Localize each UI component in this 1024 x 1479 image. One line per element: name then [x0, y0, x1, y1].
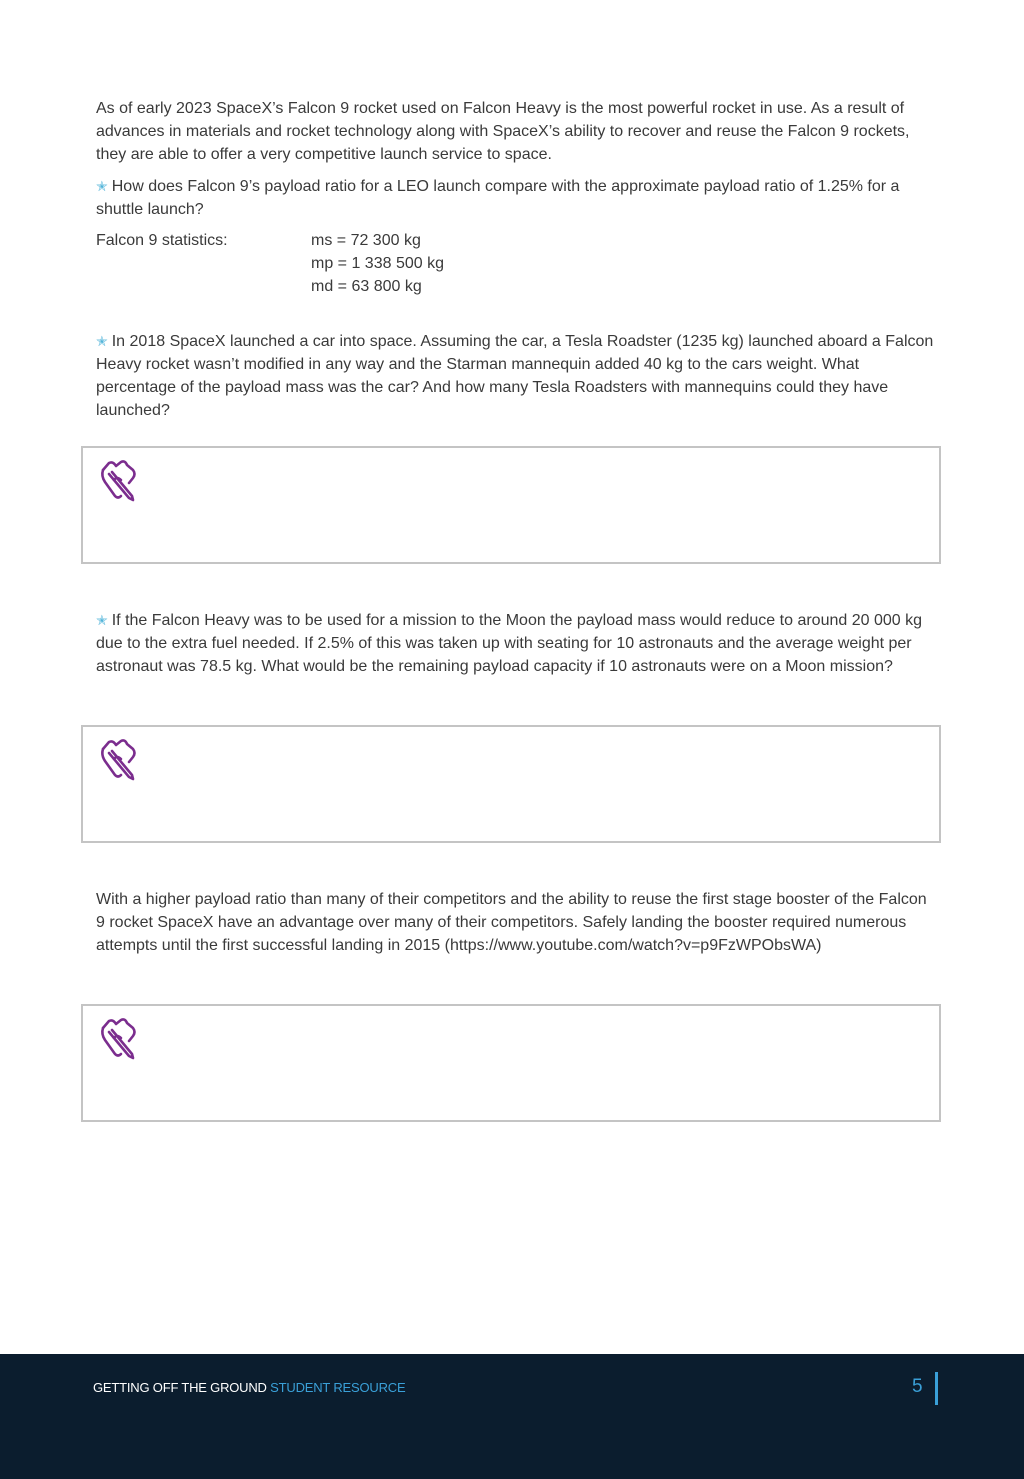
stat-ms: ms = 72 300 kg [311, 232, 421, 249]
answer-box-2[interactable] [81, 725, 941, 843]
footer-title [93, 1380, 405, 1395]
page-number-divider [935, 1372, 938, 1405]
stats-values [311, 229, 444, 298]
question-3-text: If the Falcon Heavy was to be used for a mission to the Moon the payload mass would reduce to around 20 000 kg due to the extra fuel needed. If 2.5% of this was taken up with seating for 10 astronauts and the average weight per astronaut was 78.5 kg. What would be the remaining payload capacity if 10 astronauts were on a Moon mission? [96, 612, 922, 675]
star-icon: ✭ [96, 178, 108, 194]
writing-hand-icon [99, 1014, 139, 1060]
star-icon: ✭ [96, 612, 108, 628]
stats-label: Falcon 9 statistics: [96, 232, 228, 249]
intro-paragraph: As of early 2023 SpaceX’s Falcon 9 rocket used on Falcon Heavy is the most powerful rocket in use. As a result of advances in materials and rocket technology along with SpaceX’s ability to recover and reuse the Falcon 9 rockets, they are able to offer a very competitive launch service to space. [96, 100, 910, 163]
page-footer [0, 1354, 1024, 1479]
answer-box-1[interactable] [81, 446, 941, 564]
footer-title-accent: STUDENT RESOURCE [270, 1380, 406, 1395]
question-1-text: How does Falcon 9’s payload ratio for a LEO launch compare with the approximate payload ratio of 1.25% for a shuttle launch? [96, 178, 900, 218]
closing-paragraph: With a higher payload ratio than many of their competitors and the ability to reuse the first stage booster of the Falcon 9 rocket SpaceX have an advantage over many of their competitors. Safely landing the booster required numerous attempts until the first successful landing in 2015 (https://www.youtube.com/watch?v=p9FzWPObsWA) [96, 891, 927, 954]
star-icon: ✭ [96, 333, 108, 349]
answer-box-3[interactable] [81, 1004, 941, 1122]
stat-md: md = 63 800 kg [311, 278, 422, 295]
writing-hand-icon [99, 735, 139, 781]
question-3 [96, 609, 936, 678]
writing-hand-icon [99, 456, 139, 502]
question-1 [96, 175, 936, 221]
question-2-text: In 2018 SpaceX launched a car into space. Assuming the car, a Tesla Roadster (1235 kg) launched aboard a Falcon Heavy rocket wasn’t modified in any way and the Starman mannequin added 40 kg to the cars weight. What percentage of the payload mass was the car? And how many Tesla Roadsters with mannequins could they have launched? [96, 333, 934, 419]
stat-mp: mp = 1 338 500 kg [311, 255, 444, 272]
question-2 [96, 330, 936, 422]
page-number: 5 [912, 1376, 923, 1397]
footer-title-main: GETTING OFF THE GROUND [93, 1380, 267, 1395]
